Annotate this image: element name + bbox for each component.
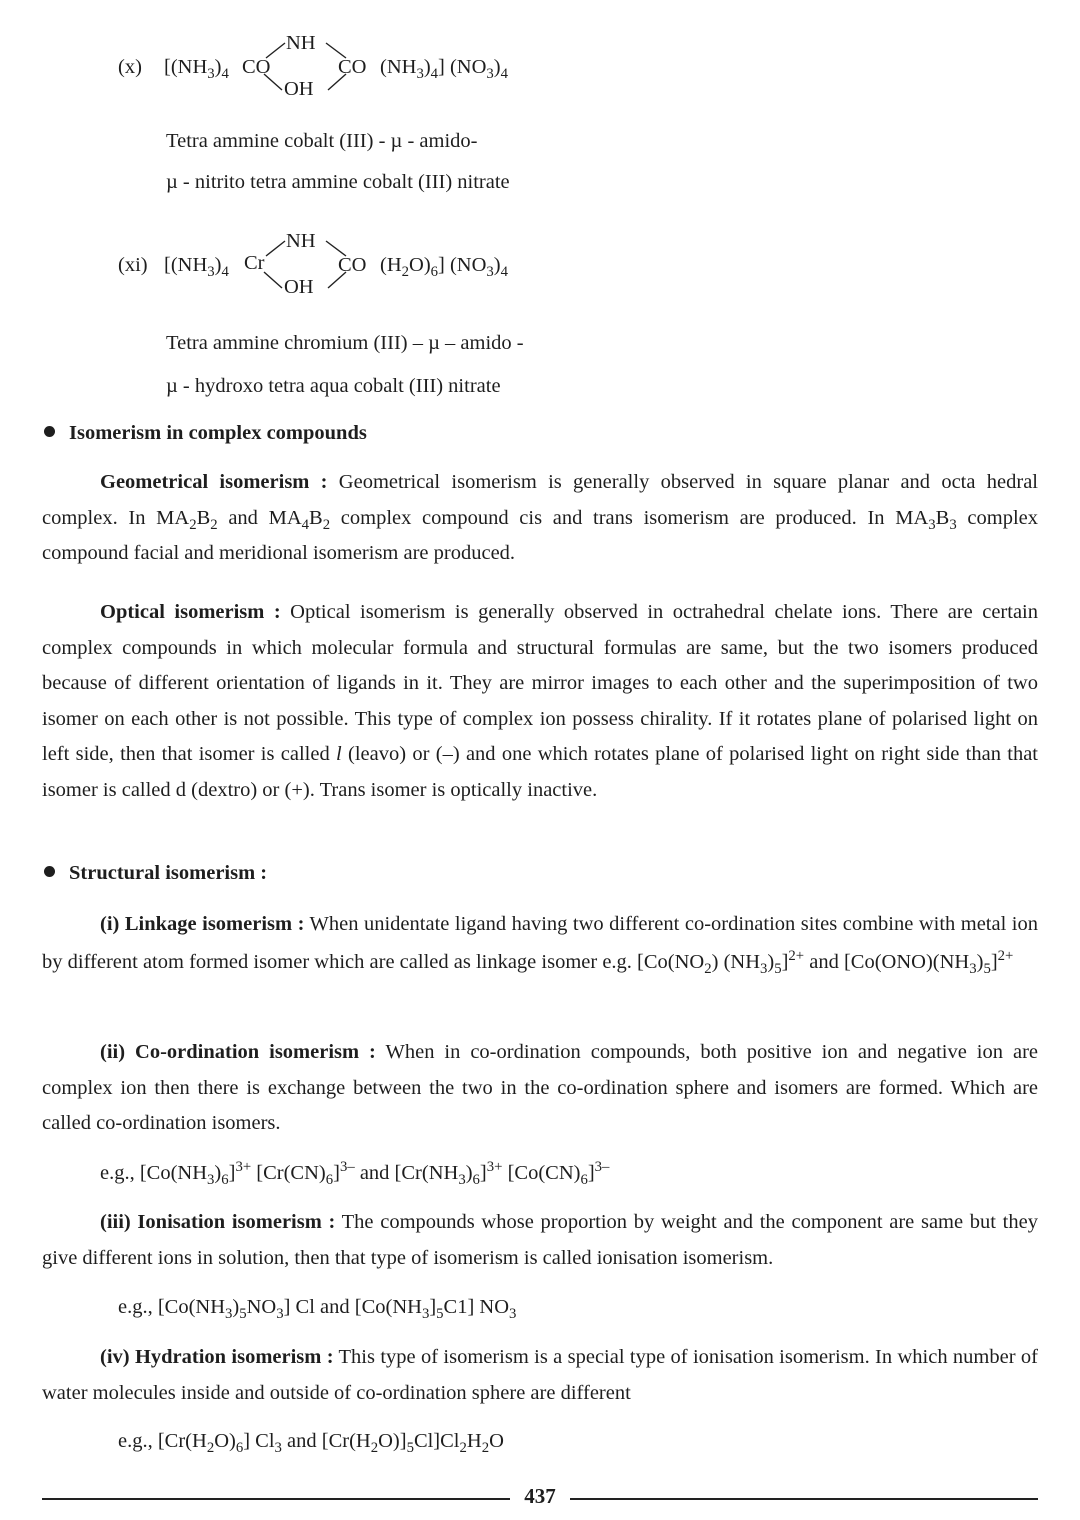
formula-right: $(H_2O)_6$] $(NO_3)_4$ <box>380 254 508 281</box>
metal-2: CO <box>338 56 367 78</box>
example-hydration: e.g., $[Cr(H_2O)_6]$ $Cl_3$ and $[Cr(H_2O)]_5Cl]Cl_2H_2O$ <box>118 1430 504 1457</box>
page-number: 437 <box>524 1484 556 1508</box>
paragraph-linkage-isomerism <box>42 905 1038 981</box>
formula-left: [$(NH_3)_4$ <box>164 254 229 281</box>
body-ionisation: The compounds whose proportion by weight and the component are same but they give different ions in solution, then that type of isomerism is called ionisation isomerism. <box>42 1211 1038 1269</box>
metal-1: Cr <box>244 252 265 274</box>
paragraph-coordination-isomerism <box>42 1035 1038 1142</box>
paragraph-hydration-isomerism <box>42 1340 1038 1411</box>
term-geometrical: Geometrical isomerism : <box>100 471 328 493</box>
bridge-top-ligand: NH <box>286 230 316 252</box>
body-linkage: When unidentate ligand having two different co-ordination sites combine with metal ion by different atom formed isomer which are called as linkage isomer e.g. [$Co(NO_2)$ $(NH_3)_5]^{2+}$ and $[Co(ONO)(NH_3)_5]^{2+}$ <box>42 913 1038 978</box>
metal-1: CO <box>242 56 271 78</box>
term-ionisation: (iii) Ionisation isomerism : <box>100 1211 336 1233</box>
page-footer <box>42 1484 1038 1514</box>
body-optical: Optical isomerism is generally observed in octrahedral chelate ions. There are certain complex compounds in which molecular formula and structural formulas are same, but the two isomers produced because of different orientation of ligands in it. They are mirror images to each other and the superimposition of two isomer on each other is not possible. This type of complex ion possess chirality. If it rotates plane of polarised light on left side, then that isomer is called l (leavo) or (–) and one which rotates plane of polarised light on right side than that isomer is called d (dextro) or (+). Trans isomer is optically inactive. <box>42 601 1038 801</box>
example-ionisation: e.g., $[Co(NH_3)_5NO_3]$ Cl and $[Co(NH_3]_5C1]$ $NO_3$ <box>118 1296 517 1323</box>
heading-isomerism <box>44 422 367 445</box>
paragraph-ionisation-isomerism <box>42 1205 1038 1276</box>
bullet-icon <box>44 866 55 877</box>
item-label: (x) <box>118 56 142 78</box>
example-coordination: e.g., $[Co(NH_3)_6]^{3+}$ $[Cr(CN)_6]^{3-}$ and $[Cr(NH_3)_6]^{3+}$ $[Co(CN)_6]^{3-}$ <box>100 1158 610 1189</box>
bridge-bottom-ligand: OH <box>284 276 314 298</box>
formula-left: [$(NH_3)_4$ <box>164 56 229 83</box>
formula-right: $(NH_3)_4$] $(NO_3)_4$ <box>380 56 508 83</box>
heading-text: Structural isomerism : <box>69 862 268 884</box>
body-coordination: When in co-ordination compounds, both positive ion and negative ion are complex ion then there is exchange between the two in the co-ordination sphere and isomers are formed. Which are called co-ordination isomers. <box>42 1041 1038 1134</box>
complex-xi-name-line-2: µ - hydroxo tetra aqua cobalt (III) nitrate <box>166 375 501 397</box>
complex-xi-formula <box>118 226 538 306</box>
paragraph-optical-isomerism <box>42 595 1038 808</box>
metal-2: CO <box>338 254 367 276</box>
term-optical: Optical isomerism : <box>100 601 281 623</box>
bullet-icon <box>44 426 55 437</box>
body-hydration: This type of isomerism is a special type of ionisation isomerism. In which number of water molecules inside and outside of co-ordination sphere are different <box>42 1346 1038 1404</box>
body-geometrical: Geometrical isomerism is generally observed in square planar and octa hedral complex. In $MA_2B_2$ and $MA_4B_2$ complex compound cis and trans isomerism are produced. In $MA_3B_3$ complex compound facial and meridional isomerism are produced. <box>42 471 1038 564</box>
complex-x-name-line-2: µ - nitrito tetra ammine cobalt (III) nitrate <box>166 171 510 193</box>
item-label: (xi) <box>118 254 148 276</box>
paragraph-geometrical-isomerism <box>42 465 1038 572</box>
term-coordination: (ii) Co-ordination isomerism : <box>100 1041 376 1063</box>
footer-rule-right <box>570 1498 1038 1500</box>
term-linkage: (i) Linkage isomerism : <box>100 913 305 935</box>
term-hydration: (iv) Hydration isomerism : <box>100 1346 334 1368</box>
bridge-bottom-ligand: OH <box>284 78 314 100</box>
complex-xi-name-line-1: Tetra ammine chromium (III) – µ – amido - <box>166 332 524 354</box>
footer-rule-left <box>42 1498 510 1500</box>
heading-structural-isomerism <box>44 862 267 885</box>
complex-x-formula <box>118 28 538 108</box>
heading-text: Isomerism in complex compounds <box>69 422 367 444</box>
complex-x-name-line-1: Tetra ammine cobalt (III) - µ - amido- <box>166 130 478 152</box>
bridge-top-ligand: NH <box>286 32 316 54</box>
